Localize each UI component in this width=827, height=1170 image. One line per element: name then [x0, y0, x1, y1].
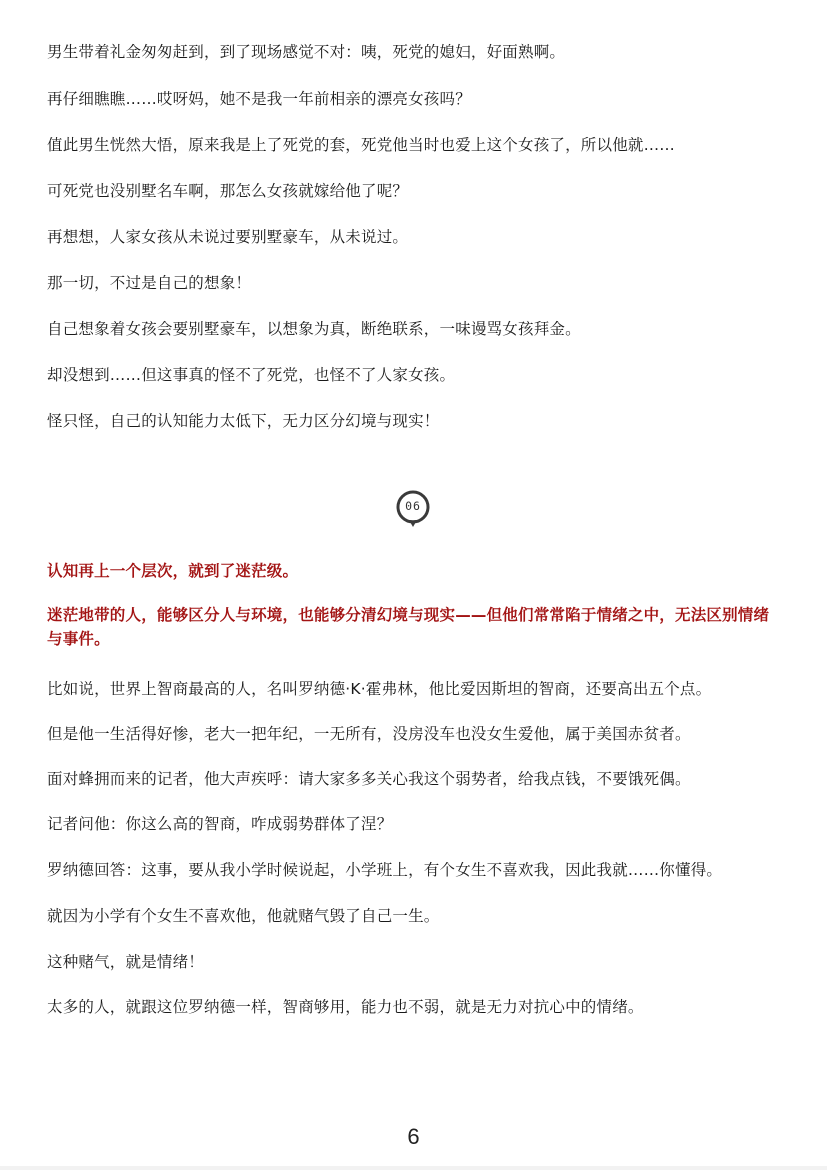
paragraph: 再想想，人家女孩从未说过要别墅豪车，从未说过。	[47, 228, 409, 246]
paragraph: 可死党也没别墅名车啊，那怎么女孩就嫁给他了呢？	[47, 182, 409, 200]
paragraph: 男生带着礼金匆匆赶到，到了现场感觉不对：咦，死党的媳妇，好面熟啊。	[47, 43, 566, 61]
paragraph: 记者问他：你这么高的智商，咋成弱势群体了涅？	[47, 815, 393, 833]
paragraph: 但是他一生活得好惨，老大一把年纪，一无所有，没房没车也没女生爱他，属于美国赤贫者。	[47, 725, 691, 743]
paragraph: 这种赌气，就是情绪！	[47, 953, 205, 971]
page-number: 6	[407, 1124, 420, 1149]
section-number: 06	[405, 499, 421, 513]
paragraph: 面对蜂拥而来的记者，他大声疾呼：请大家多多关心我这个弱势者，给我点钱，不要饿死偶。	[47, 770, 691, 788]
paragraph: 值此男生恍然大悟，原来我是上了死党的套，死党他当时也爱上这个女孩了，所以他就……	[47, 136, 676, 154]
paragraph: 自己想象着女孩会要别墅豪车，以想象为真，断绝联系，一味谩骂女孩拜金。	[47, 320, 581, 338]
page-bottom-edge	[0, 1166, 827, 1170]
section-number-badge	[395, 490, 431, 528]
highlight-heading: 认知再上一个层次，就到了迷茫级。	[47, 562, 299, 580]
highlight-statement: 迷茫地带的人，能够区分人与环境，也能够分清幻境与现实——但他们常常陷于情绪之中，无法区别情绪与事件。	[47, 606, 770, 648]
paragraph: 太多的人，就跟这位罗纳德一样，智商够用，能力也不弱，就是无力对抗心中的情绪。	[47, 998, 644, 1016]
paragraph: 就因为小学有个女生不喜欢他，他就赌气毁了自己一生。	[47, 907, 440, 925]
paragraph: 罗纳德回答：这事，要从我小学时候说起，小学班上，有个女生不喜欢我，因此我就……你懂得。	[47, 861, 723, 879]
paragraph: 比如说，世界上智商最高的人，名叫罗纳德·K·霍弗林，他比爱因斯坦的智商，还要高出五个点。	[47, 680, 712, 698]
paragraph: 再仔细瞧瞧……哎呀妈，她不是我一年前相亲的漂亮女孩吗？	[47, 90, 471, 108]
paragraph: 那一切，不过是自己的想象！	[47, 274, 252, 292]
paragraph: 却没想到……但这事真的怪不了死党，也怪不了人家女孩。	[47, 366, 456, 384]
paragraph: 怪只怪，自己的认知能力太低下，无力区分幻境与现实！	[47, 412, 440, 430]
